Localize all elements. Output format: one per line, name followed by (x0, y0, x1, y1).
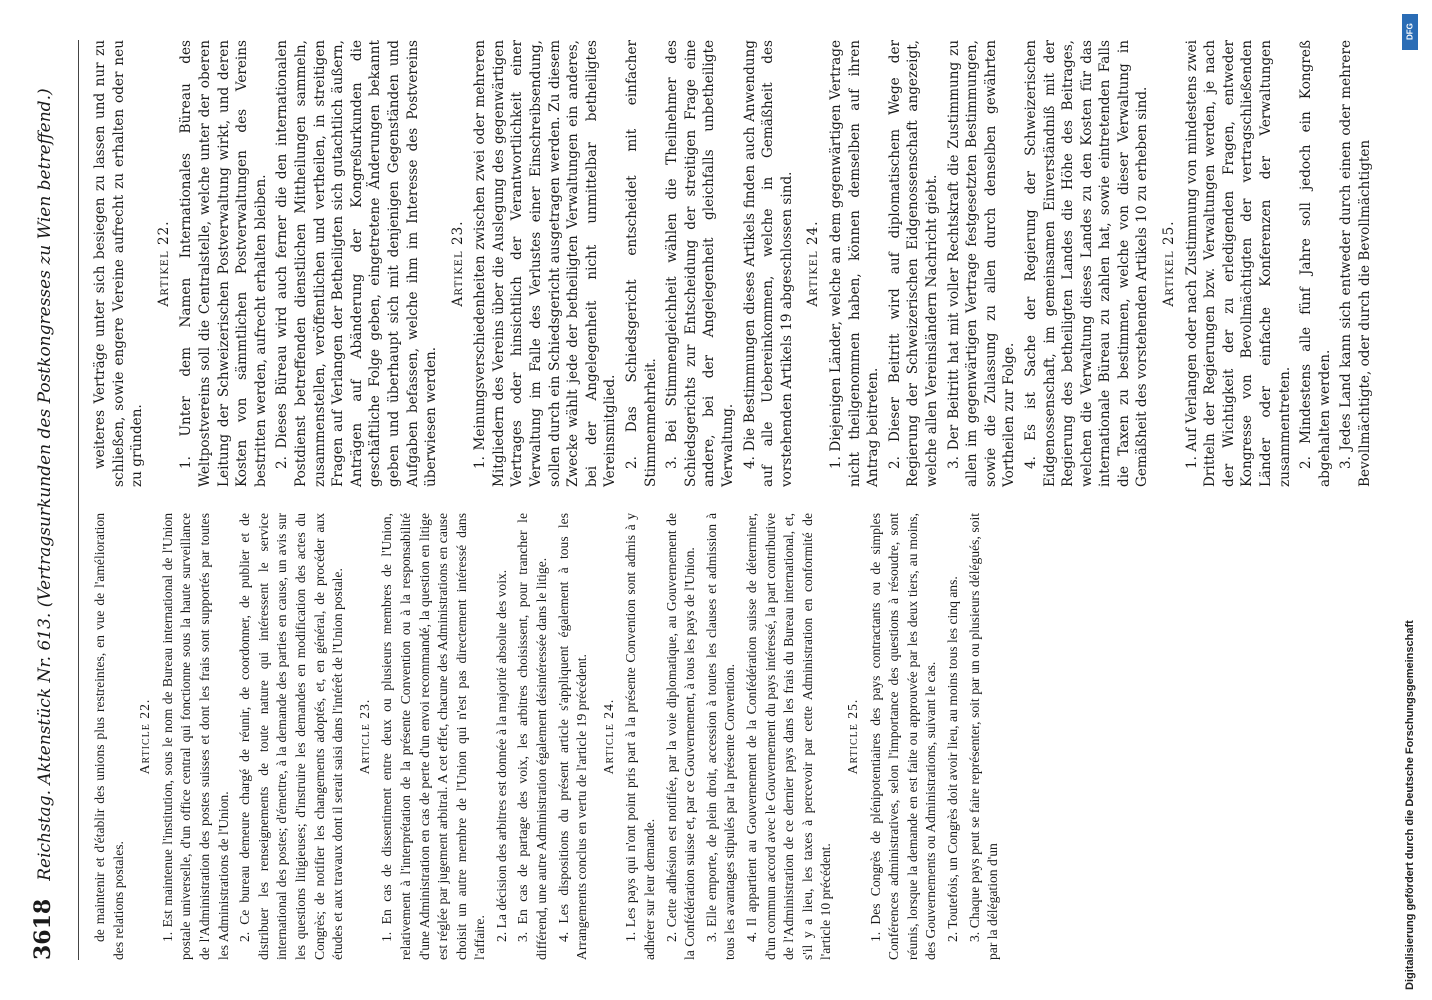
page-header (30, 40, 79, 960)
german-paragraph: 1. Meinungsverschiedenheiten zwischen zwei oder mehreren Mitgliedern des Vereins über die Auslegung des gegenwärtigen Vertrages oder hinsichtlich der Verantwortlichkeit einer Verwaltung im Falle des Verlustes einer Einschreibsendung, sollen durch ein Schiedsgericht ausgetragen werden. Zu diesem Zwecke wählt jede der betheiligten Verwaltungen ein anderes, bei der Angelegenheit nicht unmittelbar betheiligtes Vereinsmitglied. (472, 40, 619, 487)
german-paragraph: 2. Dieses Büreau wird auch ferner die den internationalen Postdienst betreffenden dienstlichen Mittheilungen sammeln, zusammenstellen, veröffentlichen und vertheilen, in streitigen Fragen auf Verlangen der Betheiligten sich gutachtlich äußern, Anträgen auf Abänderung der Kongreßurkunden die geschäftliche Folge geben, eingetretene Änderungen bekannt geben und überhaupt sich mit denjenigen Gegenständen und Aufgaben befassen, welche ihm im Interesse des Postvereins überwiesen werden. (274, 40, 440, 487)
german-paragraph: 4. Es ist Sache der Regierung der Schweizerischen Eidgenossenschaft, im gemeinsamen Einverständniß mit der Regierung des betheiligten Landes die Höhe des Beitrages, welchen die Verwaltung dieses Landes zu den Kosten für das internationale Büreau zu zahlen hat, sowie eintretenden Falls die Taxen zu bestimmen, welche von dieser Verwaltung in Gemäßheit des vorstehenden Artikels 10 zu erheben sind. (1022, 40, 1151, 487)
french-paragraph: 2. Ce bureau demeure chargé de réunir, de coordonner, de publier et de distribuer les renseignements de toute nature qui intéressent le service international des postes; d'émettre, à la demande des parties en cause, un avis sur les questions litigieuses; d'instruire les demandes en modification des actes du Congrès; de notifier les changements adoptés, et, en général, de procéder aux études et aux travaux dont il serait saisi dans l'intérêt de l'Union postale. (237, 513, 346, 960)
dfg-logo (1402, 14, 1418, 50)
french-paragraph: 1. Des Congrès de plénipotentiaires des pays contractants ou de simples Conférences administratives, selon l'importance des questions à résoudre, sont réunis, lorsque la demande en est faite ou approuvée par les deux tiers, au moins, des Gouvernements ou Administrations, suivant le cas. (867, 513, 939, 960)
french-article-title: Article 23. (356, 698, 372, 775)
german-intro: weiteres Verträge unter sich besiegen zu lassen und nur zu schließen, sowie engere Vereine aufrecht zu erhalten oder neu zu gründen. (92, 40, 146, 487)
french-paragraph: 2. Cette adhésion est notifiée, par la voie diplomatique, au Gouvernement de la Confédération suisse et, par ce Gouvernement, à tous les pays de l'Union. (663, 513, 698, 960)
french-paragraph: 1. Les pays qui n'ont point pris part à la présente Convention sont admis à y adhérer sur leur demande. (623, 513, 658, 960)
french-paragraph: 2. Toutefois, un Congrès doit avoir lieu, au moins tous les cinq ans. (944, 576, 960, 942)
german-paragraph: 1. Diejenigen Länder, welche an dem gegenwärtigen Vertrage nicht theilgenommen haben, können demselben auf ihren Antrag beitreten. (827, 40, 882, 487)
page-number: 3618 (30, 898, 56, 960)
french-paragraph: 1. En cas de dissentiment entre deux ou plusieurs membres de l'Union, relativement à l'interprétation de la présente Convention ou à la responsabilité d'une Administration en cas de perte d'un envoi recommandé, la question en litige est réglée par jugement arbitral. A cet effet, chacune des Administrations en cause choisit un autre membre de l'Union qui n'est pas directement intéressé dans l'affaire. (379, 513, 488, 960)
french-article-title: Article 22. (137, 698, 153, 775)
german-paragraph: 2. Das Schiedsgericht entscheidet mit einfacher Stimmenmehrheit. (624, 40, 659, 487)
french-paragraph: 4. Il appartient au Gouvernement de la Confédération suisse de déterminer, d'un commun accord avec le Gouvernement du pays intéressé, la part contributive de l'Administration de ce dernier pays dans les frais du Bureau international, et, s'il y a lieu, les taxes à percevoir par cette Administration en conformité de l'article 10 précédent. (744, 513, 834, 960)
german-paragraph: 3. Bei Stimmengleichheit wählen die Theilnehmer des Schiedsgerichts zur Entscheidung der streitigen Frage eine andere, bei der Angelegenheit gleichfalls unbetheiligte Verwaltung. (664, 40, 736, 487)
german-article-title: Artikel 23. (449, 220, 466, 307)
german-paragraph: 2. Mindestens alle fünf Jahre soll jedoch ein Kongreß abgehalten werden. (1298, 40, 1333, 487)
french-paragraph: 4. Les dispositions du présent article s'appliquent également à tous les Arrangements conclus en vertu de l'article 19 précédent. (555, 513, 590, 960)
german-paragraph: 1. Auf Verlangen oder nach Zustimmung von mindestens zwei Dritteln der Regierungen bzw. Verwaltungen werden, je nach der Wichtigkeit der zu erledigenden Fragen, entweder Kongresse von Bevollmächtigten der vertragschließenden Länder oder einfache Konferenzen der Verwaltungen zusammentreten. (1183, 40, 1293, 487)
text-columns (91, 40, 1378, 960)
header-title: Reichstag. Aktenstück Nr. 613. (Vertragsurkunden des Postkongresses zu Wien betreffend.) (35, 88, 55, 881)
german-article-title: Artikel 22. (155, 220, 172, 307)
dfg-logo-text: DFG (1405, 23, 1415, 41)
side-margin (1402, 10, 1424, 990)
french-paragraph: 3. Elle emporte, de plein droit, accession à toutes les clauses et admission à tous les avantages stipulés par la présente Convention. (703, 513, 738, 960)
french-column (91, 513, 1378, 960)
french-paragraph: 2. La décision des arbitres est donnée à la majorité absolue des voix. (493, 569, 509, 942)
french-paragraph: 3. Chaque pays peut se faire représenter, soit par un ou plusieurs délégués, soit par la délégation d'un (966, 513, 1001, 960)
german-article-title: Artikel 24. (805, 220, 822, 307)
german-paragraph: 2. Dieser Beitritt wird auf diplomatischem Wege der Regierung der Schweizerischen Eidgenossenschaft angezeigt, welche allen Vereinsländern Nachricht giebt. (886, 40, 940, 487)
german-paragraph: 3. Der Beitritt hat mit voller Rechtskraft die Zustimmung zu allen im gegenwärtigen Vertrage festgesetzten Bestimmungen, sowie die Zulassung zu allen durch denselben gewährten Vortheilen zur Folge. (945, 40, 1018, 487)
french-intro: de maintenir et d'établir des unions plus restreintes, en vue de l'amélioration des relations postales. (92, 513, 126, 960)
german-paragraph: 1. Unter dem Namen Internationales Büreau des Weltpostvereins soll die Centralstelle, welche unter der oberen Leitung der Schweizerischen Postverwaltung wirkt, und deren Kosten von sämmtlichen Postverwaltungen des Vereins bestritten werden, aufrecht erhalten bleiben. (178, 40, 269, 487)
french-article-title: Article 25. (844, 698, 860, 775)
german-paragraph: 3. Jedes Land kann sich entweder durch einen oder mehrere Bevollmächtigte, oder durch die Bevollmächtigten (1338, 40, 1373, 487)
french-paragraph: 3. En cas de partage des voix, les arbitres choisissent, pour trancher le différend, une autre Administration également désintéressée dans le litige. (515, 513, 550, 960)
german-article-title: Artikel 25. (1161, 220, 1178, 307)
digitization-note: Digitalisierung gefördert durch die Deutsche Forschungsgemeinschaft (1404, 620, 1416, 990)
german-paragraph: 4. Die Bestimmungen dieses Artikels finden auch Anwendung auf alle Uebereinkommen, welche in Gemäßheit des vorstehenden Artikels 19 abgeschlossen sind. (741, 40, 795, 487)
french-article-title: Article 24. (600, 698, 616, 775)
french-paragraph: 1. Est maintenue l'institution, sous le nom de Bureau international de l'Union postale universelle, d'un office central qui fonctionne sous la haute surveillance de l'Administration des postes suisses et dont les frais sont supportés par toutes les Administrations de l'Union. (159, 513, 231, 960)
german-column (91, 40, 1378, 487)
